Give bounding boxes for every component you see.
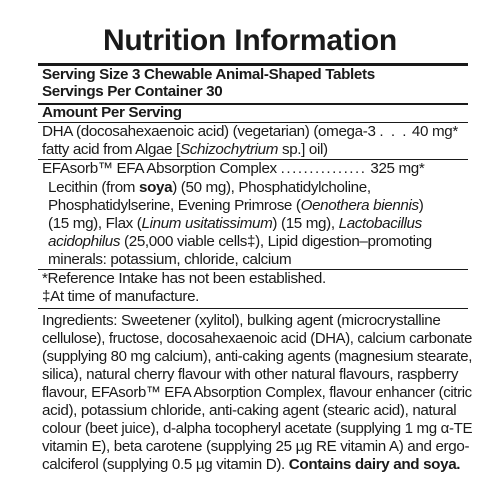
efa-detail-1: Lecithin (from soya) (50 mg), Phosphatidylcholine, — [48, 179, 371, 196]
efa-detail-2: Phosphatidylserine, Evening Primrose (Oenothera biennis) — [48, 197, 424, 214]
amount-header: Amount Per Serving — [42, 104, 182, 121]
efa-detail-4: acidophilus (25,000 viable cells‡), Lipid digestion–promoting — [48, 233, 432, 250]
efa-name: EFAsorb™ EFA Absorption Complex — [42, 160, 277, 177]
efa-line — [42, 160, 424, 178]
ingredients-line-2: cellulose), fructose, docosahexaenoic acid (DHA), calcium carbonate — [42, 330, 473, 347]
panel-title: Nutrition Information — [102, 24, 398, 57]
dha-amount: 40 mg* — [411, 123, 458, 140]
ingredients-line-5: flavour, EFAsorb™ EFA Absorption Complex, flavour enhancer (citric — [42, 384, 472, 401]
allergen-statement: Contains dairy and soya. — [288, 456, 461, 473]
ingredients-line-4: silica), natural cherry flavour with other natural flavours, raspberry — [42, 366, 459, 383]
dha-source: fatty acid from Algae [Schizochytrium sp.] oil) — [42, 141, 328, 158]
dha-line — [42, 123, 458, 141]
dha-dots: . . . — [379, 123, 409, 140]
dha-name: DHA (docosahexaenoic acid) (vegetarian) (omega-3 — [42, 123, 376, 140]
footnote-reference: *Reference Intake has not been established. — [42, 270, 326, 287]
serving-size: Serving Size 3 Chewable Animal-Shaped Tablets — [42, 66, 375, 83]
efa-amount: 325 mg* — [370, 160, 425, 177]
ingredients-line-9: calciferol (supplying 0.5 µg vitamin D). Contains dairy and soya. — [42, 456, 461, 473]
efa-detail-3: (15 mg), Flax (Linum usitatissimum) (15 mg), Lactobacillus — [48, 215, 422, 232]
dha-species: Schizochytrium — [180, 141, 279, 158]
efa-dots: ............... — [280, 160, 367, 177]
ingredients-line-6: acid), potassium chloride, anti-caking agent (stearic acid), natural — [42, 402, 457, 419]
footnote-manufacture: ‡At time of manufacture. — [42, 288, 200, 305]
ingredients-line-1: Ingredients: Sweetener (xylitol), bulking agent (microcrystalline — [42, 312, 441, 329]
servings-per-container: Servings Per Container 30 — [42, 83, 223, 100]
ingredients-line-7: colour (beet juice), d-alpha tocopheryl acetate (supplying 1 mg α-TE — [42, 420, 473, 437]
ingredients-line-3: (supplying 80 mg calcium), anti-caking agents (magnesium stearate, — [42, 348, 473, 365]
efa-detail-5: minerals: potassium, chloride, calcium — [48, 251, 292, 268]
ingredients-line-8: vitamin E), beta carotene (supplying 25 µg RE vitamin A) and ergo- — [42, 438, 470, 455]
footnote-rule — [38, 308, 468, 309]
